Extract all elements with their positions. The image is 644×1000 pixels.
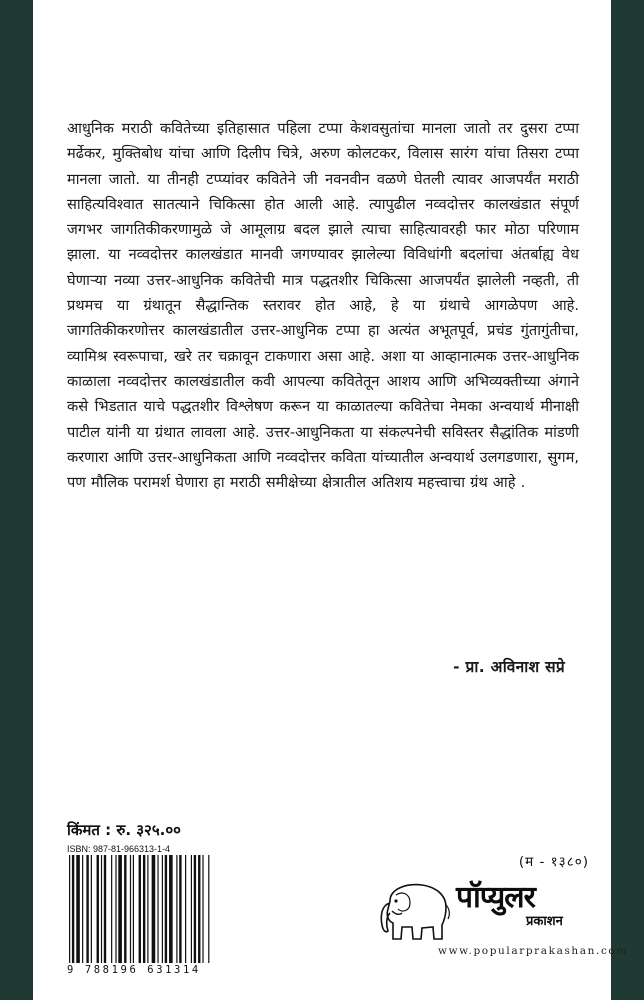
author-credit: - प्रा. अविनाश सप्रे <box>453 658 565 676</box>
publisher-logo <box>376 875 628 985</box>
publisher-name: पॉप्युलर <box>456 880 535 915</box>
back-cover <box>33 0 628 1000</box>
publisher-url: www.popularprakashan.com <box>438 945 628 957</box>
barcode-digits: 9 788196 631314 <box>67 964 201 976</box>
barcode-block <box>67 843 277 979</box>
publisher-code: (म - १३८०) <box>518 854 589 870</box>
publisher-subtitle: प्रकाशन <box>526 914 563 929</box>
barcode-icon <box>67 855 269 963</box>
elephant-icon <box>376 881 454 943</box>
price-label: किंमत : रु. ३२५.०० <box>67 821 181 839</box>
blurb-text: आधुनिक मराठी कवितेच्या इतिहासात पहिला टप्पा केशवसुतांचा मानला जातो तर दुसरा टप्पा मर्ढेकर, मुक्तिबोध यांचा आणि दिलीप चित्रे, अरुण कोलटकर, विलास सारंग यांचा तिसरा टप्पा मानला जातो. या तीनही टप्प्यांवर कवितेने जी नवनवीन वळणे घेतली त्यावर आजपर्यंत मराठी साहित्यविश्वात सातत्याने चिकित्सा होत आली आहे. त्यापुढील नव्वदोत्तर कालखंडात संपूर्ण जगभर जागतिकीकरणामुळे जे आमूलाग्र बदल झाले त्याचा साहित्यावरही फार मोठा परिणाम झाला. या नव्वदोत्तर कालखंडात मानवी जगण्यावर झालेल्या विविधांगी बदलांचा अंतर्बाह्य वेध घेणाऱ्या नव्या उत्तर-आधुनिक कवितेची मात्र पद्धतशीर चिकित्सा आजपर्यंत झालेली नव्हती, ती प्रथमच या ग्रंथातून सैद्धान्तिक स्तरावर होत आहे, हे या ग्रंथाचे आगळेपण आहे. जागतिकीकरणोत्तर कालखंडातील उत्तर-आधुनिक टप्पा हा अत्यंत अभूतपूर्व, प्रचंड गुंतागुंतीचा, व्यामिश्र स्वरूपाचा, खरे तर चक्रावून टाकणारा असा आहे. अशा या आव्हानात्मक उत्तर-आधुनिक काळाला नव्वदोत्तर कालखंडातील कवी आपल्या कवितेतून आशय आणि अभिव्यक्तीच्या अंगाने कसे भिडतात याचे पद्धतशीर विश्लेषण करून या काळातल्या कवितेचा नेमका अन्वयार्थ मीनाक्षी पाटील यांनी या ग्रंथात लावला आहे. उत्तर-आधुनिकता या संकल्पनेची सविस्तर सैद्धांतिक मांडणी करणारा आणि उत्तर-आधुनिकता आणि नव्वदोत्तर कविता यांच्यातील अन्वयार्थ उलगडणारा, सुगम, पण मौलिक परामर्श घेणारा हा मराठी समीक्षेच्या क्षेत्रातील अतिशय महत्त्वाचा ग्रंथ आहे . <box>67 120 579 492</box>
isbn-number: ISBN: 987-81-966313-1-4 <box>67 844 171 854</box>
